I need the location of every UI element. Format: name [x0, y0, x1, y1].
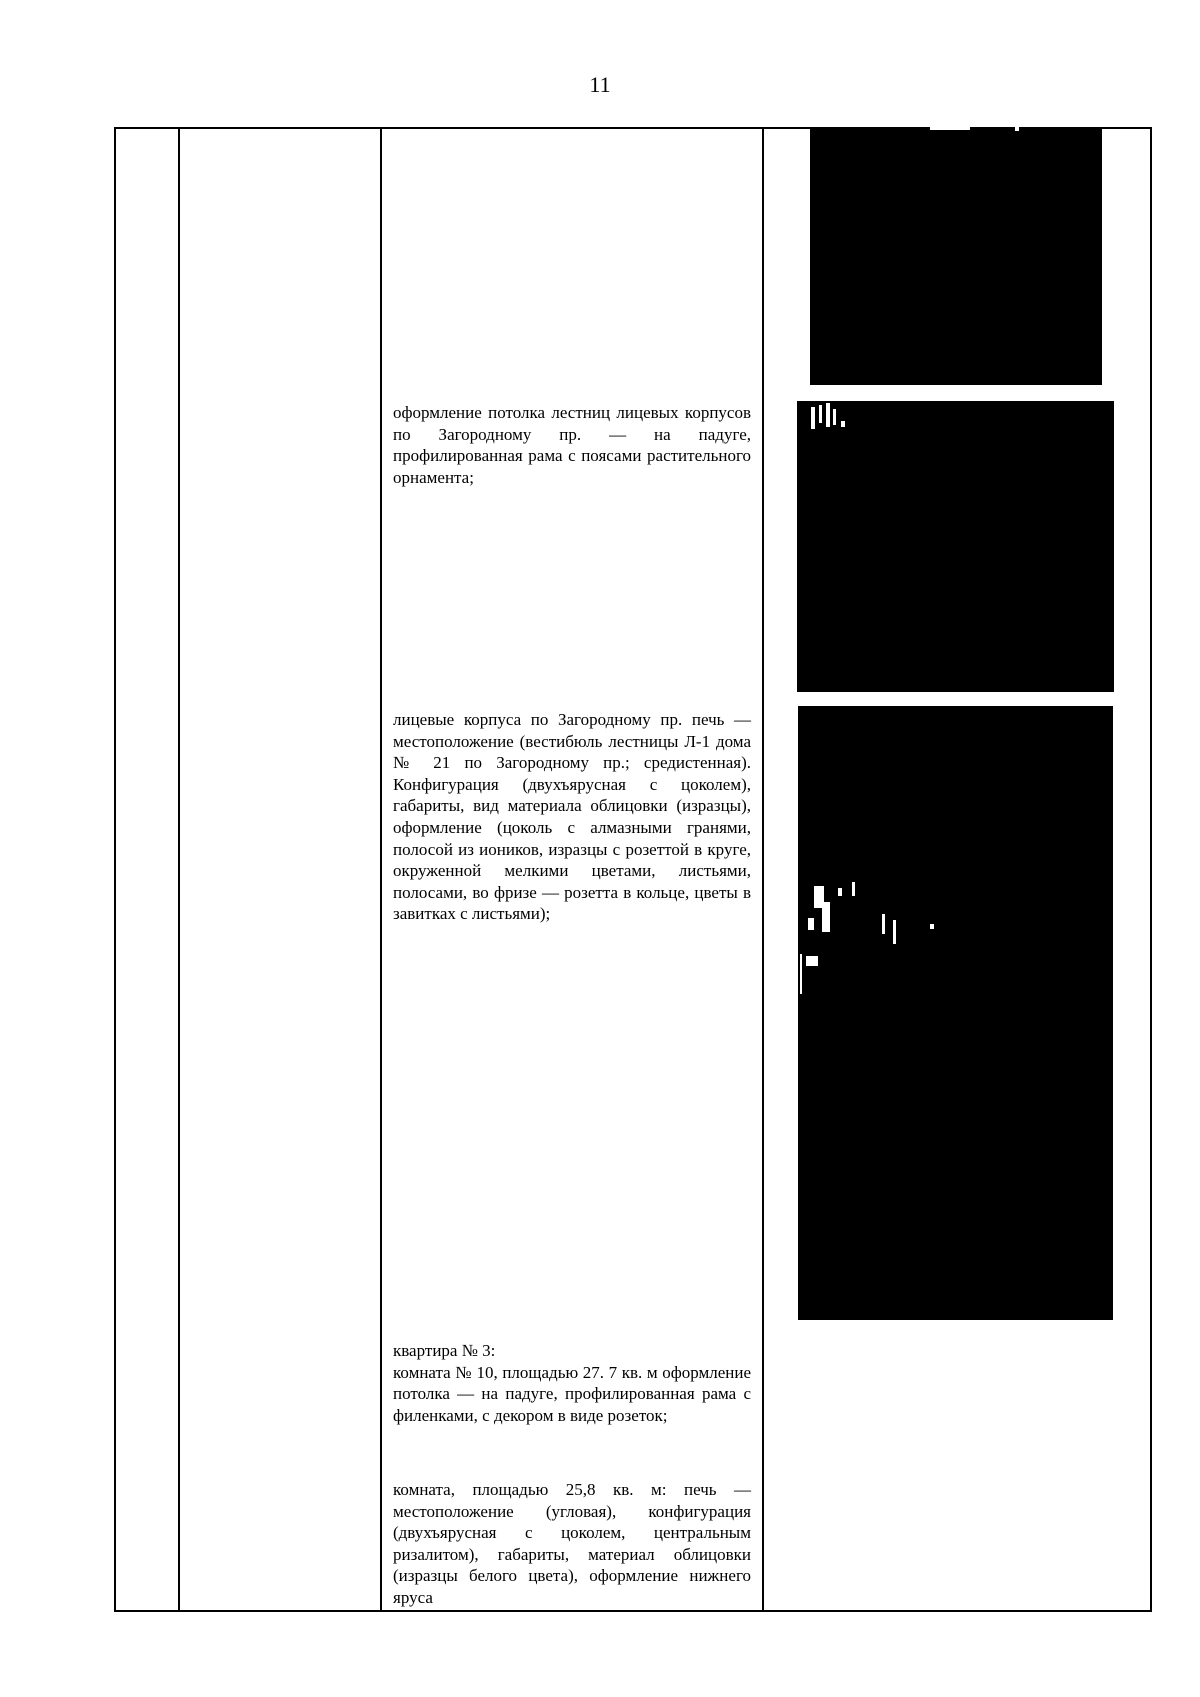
- photo-speck: [806, 956, 818, 966]
- photo-speck: [833, 409, 836, 425]
- description-stove-vestibule: [393, 709, 751, 925]
- photo-speck: [808, 918, 814, 930]
- description-text: лицевые корпуса по Загородному пр. печь — местоположение (вестибюль лестницы Л-1 дома № 21 по Загородному пр.; средистенная). Конфигурация (двухъярусная с цоколем), габариты, вид материала облицовки (изразцы), оформление (цоколь с алмазными гранями, полосой из иоников, изразцы с розеттой в круге, окруженной мелкими цветами, листьями, полосами, во фризе — розетта в кольце, цветы в завитках с листьями);: [393, 710, 751, 924]
- photo-ceiling-top: [810, 127, 1102, 385]
- photo-speck: [800, 954, 802, 994]
- photo-speck: [811, 407, 815, 429]
- description-apartment-3: [393, 1340, 751, 1426]
- photo-speck: [826, 403, 830, 427]
- photo-speck: [930, 127, 970, 130]
- apartment-title: квартира № 3:: [393, 1341, 496, 1360]
- description-text: оформление потолка лестниц лицевых корпусов по Загородному пр. — на падуге, профилированная рама с поясами растительного орнамента;: [393, 403, 751, 487]
- photo-speck: [893, 920, 896, 944]
- photo-stove-vestibule: [798, 706, 1113, 1320]
- column-divider-1: [178, 127, 180, 1612]
- photo-speck: [930, 924, 934, 929]
- description-room-10: комната № 10, площадью 27. 7 кв. м оформление потолка — на падуге, профилированная рама с филенками, с декором в виде розеток;: [393, 1362, 751, 1425]
- photo-speck: [822, 902, 830, 932]
- photo-ceiling-stairs: [797, 401, 1114, 692]
- description-text: комната, площадью 25,8 кв. м: печь — местоположение (угловая), конфигурация (двухъярусная с цоколем, центральным ризалитом), габариты, материал облицовки (изразцы белого цвета), оформление нижнего яруса: [393, 1480, 751, 1607]
- description-room-stove: [393, 1479, 751, 1609]
- column-divider-3: [762, 127, 764, 1612]
- page-number: 11: [589, 72, 611, 97]
- photo-speck: [838, 888, 842, 896]
- photo-speck: [819, 405, 822, 423]
- description-ceiling-stairs: [393, 402, 751, 488]
- photo-speck: [841, 421, 845, 427]
- photo-speck: [852, 882, 855, 896]
- photo-speck: [1015, 127, 1019, 131]
- column-divider-2: [380, 127, 382, 1612]
- photo-speck: [882, 914, 885, 934]
